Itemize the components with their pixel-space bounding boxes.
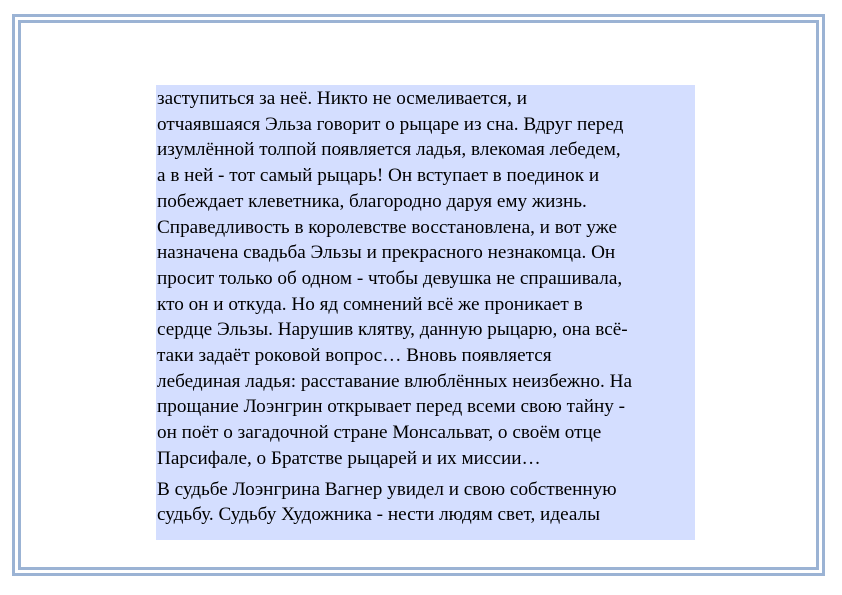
paragraph-wagner: В судьбе Лоэнгрина Вагнер увидел и свою собственную судьбу. Судьбу Художника - нести людям свет, идеалы [157,478,617,526]
text-block [156,85,695,540]
paragraph-story: заступиться за неё. Никто не осмеливается, и отчаявшаяся Эльза говорит о рыцаре из сна. Вдруг перед изумлённой толпой появляется ладья, влекомая лебедем, а в ней - тот самый рыцарь! Он вступает в поединок и побеждает клеветника, благородно даруя ему жизнь. Справедливость в королевстве восстановлена, и вот уже назначена свадьба Эльзы и прекрасного незнакомца. Он просит только об одном - чтобы девушка не спрашивала, кто он и откуда. Но яд сомнений всё же проникает в сердце Эльзы. Нарушив клятву, данную рыцарю, она всё- таки задаёт роковой вопрос… Вновь появляется лебединая ладья: расставание влюблённых неизбежно. На прощание Лоэнгрин открывает перед всеми свою тайну - он поёт о загадочной стране Монсальват, о своём отце Парсифале, о Братстве рыцарей и их миссии… [157,88,632,469]
